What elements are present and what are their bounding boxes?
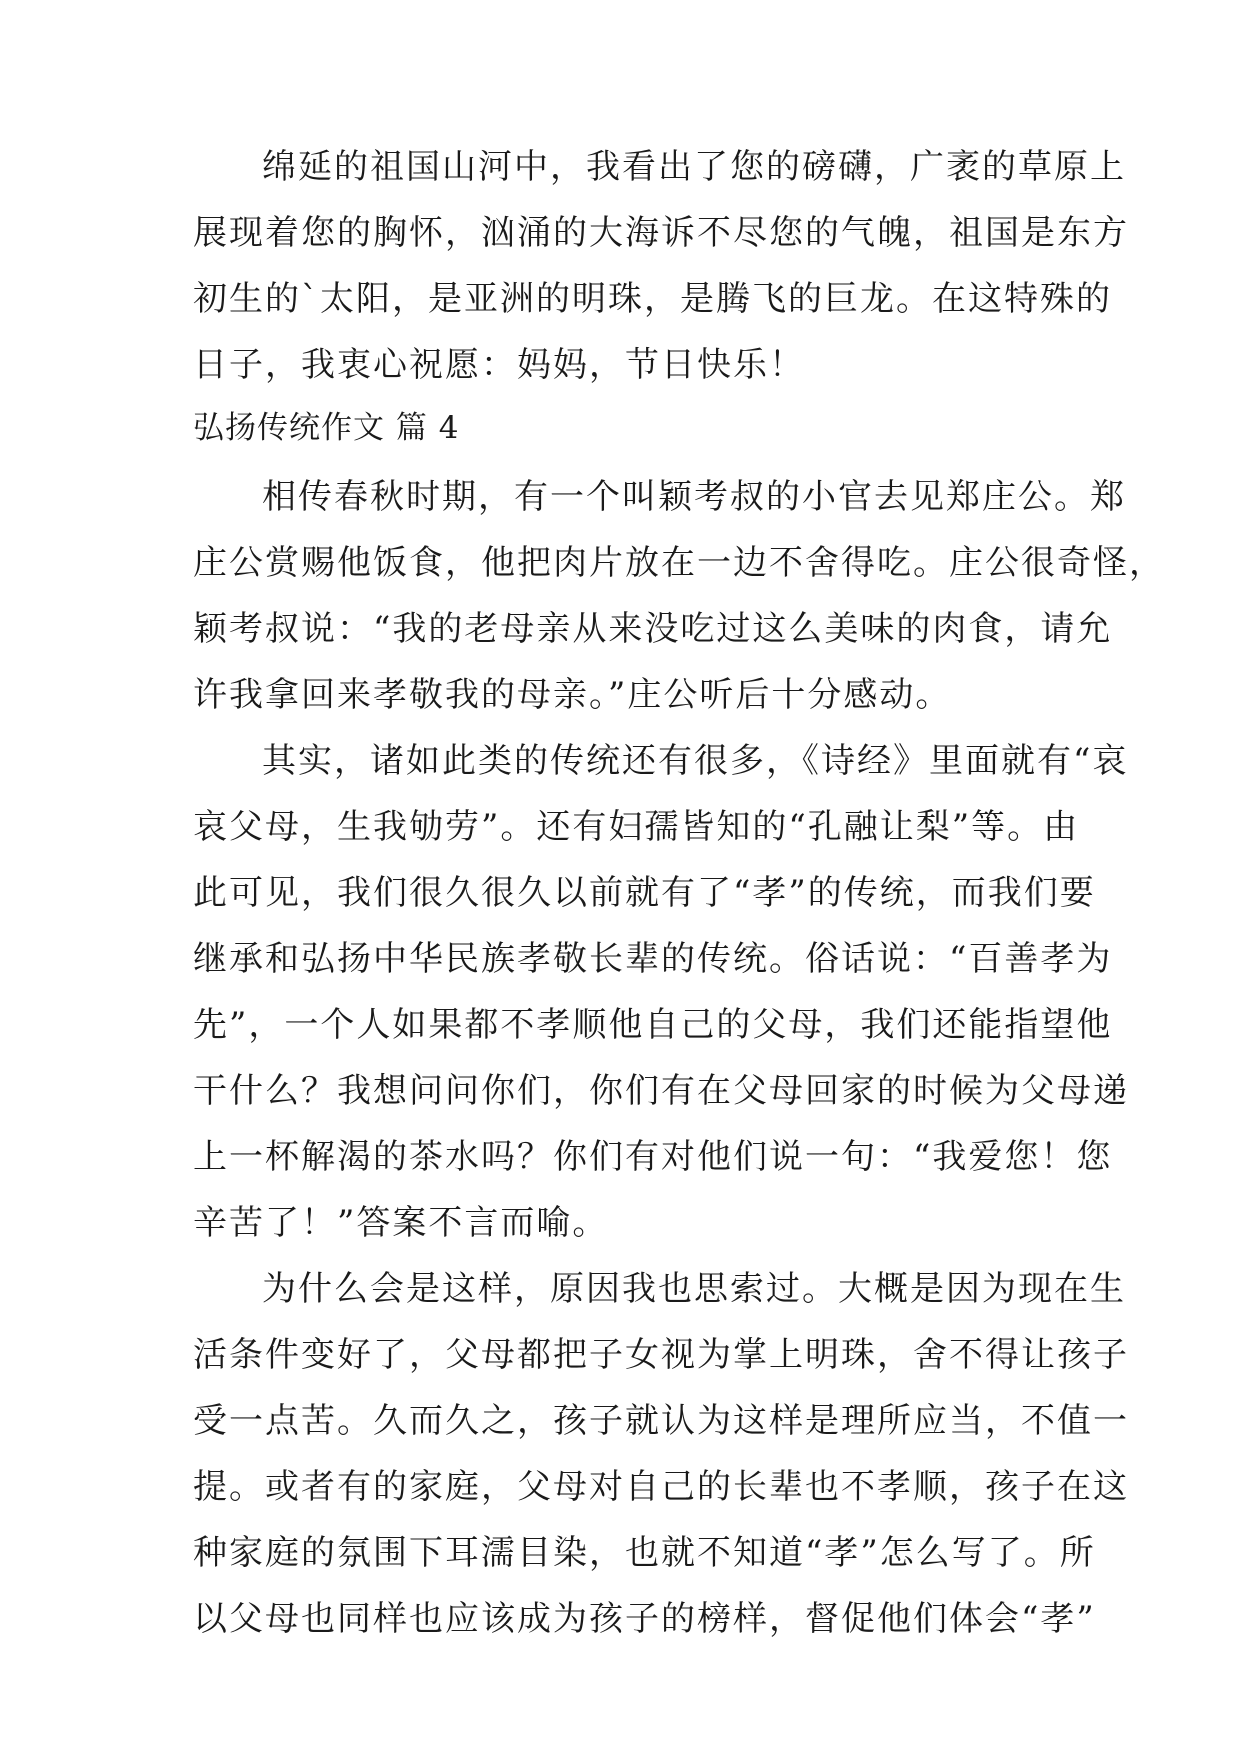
paragraph-4-line-2: 活条件变好了，父母都把子女视为掌上明珠，舍不得让孩子 <box>193 1335 1129 1375</box>
paragraph-3-line-2: 哀父母，生我劬劳”。还有妇孺皆知的“孔融让梨”等。由 <box>193 807 1080 847</box>
paragraph-1-line-3: 初生的`太阳，是亚洲的明珠，是腾飞的巨龙。在这特殊的 <box>193 279 1112 319</box>
paragraph-4-line-1: 为什么会是这样，原因我也思索过。大概是因为现在生 <box>262 1269 1126 1309</box>
paragraph-2-line-3: 颖考叔说：“我的老母亲从来没吃过这么美味的肉食，请允 <box>193 609 1113 649</box>
paragraph-4-line-3: 受一点苦。久而久之，孩子就认为这样是理所应当，不值一 <box>193 1401 1129 1441</box>
paragraph-3-line-8: 辛苦了！”答案不言而喻。 <box>193 1203 609 1243</box>
paragraph-3-line-3: 此可见，我们很久很久以前就有了“孝”的传统，而我们要 <box>193 873 1096 913</box>
paragraph-4-line-5: 种家庭的氛围下耳濡目染，也就不知道“孝”怎么写了。所 <box>193 1533 1096 1573</box>
section-heading: 弘扬传统作文 篇 4 <box>193 410 460 446</box>
paragraph-3-line-1: 其实，诸如此类的传统还有很多，《诗经》里面就有“哀 <box>262 741 1129 781</box>
paragraph-1-line-1: 绵延的祖国山河中，我看出了您的磅礴，广袤的草原上 <box>262 147 1126 187</box>
paragraph-3-line-6: 干什么？我想问问你们，你们有在父母回家的时候为父母递 <box>193 1071 1129 1111</box>
paragraph-2-line-2: 庄公赏赐他饭食，他把肉片放在一边不舍得吃。庄公很奇怪， <box>193 543 1165 583</box>
paragraph-3-line-4: 继承和弘扬中华民族孝敬长辈的传统。俗话说：“百善孝为 <box>193 939 1113 979</box>
paragraph-4-line-4: 提。或者有的家庭，父母对自己的长辈也不孝顺，孩子在这 <box>193 1467 1129 1507</box>
paragraph-2-line-1: 相传春秋时期，有一个叫颖考叔的小官去见郑庄公。郑 <box>262 477 1126 517</box>
paragraph-3-line-5: 先”，一个人如果都不孝顺他自己的父母，我们还能指望他 <box>193 1005 1113 1045</box>
paragraph-3-line-7: 上一杯解渴的茶水吗？你们有对他们说一句：“我爱您！您 <box>193 1137 1113 1177</box>
paragraph-4-line-6: 以父母也同样也应该成为孩子的榜样，督促他们体会“孝” <box>193 1599 1096 1639</box>
paragraph-1-line-4: 日子，我衷心祝愿：妈妈，节日快乐！ <box>193 345 805 385</box>
paragraph-2-line-4: 许我拿回来孝敬我的母亲。”庄公听后十分感动。 <box>193 675 952 715</box>
paragraph-1-line-2: 展现着您的胸怀，汹涌的大海诉不尽您的气魄，祖国是东方 <box>193 213 1129 253</box>
